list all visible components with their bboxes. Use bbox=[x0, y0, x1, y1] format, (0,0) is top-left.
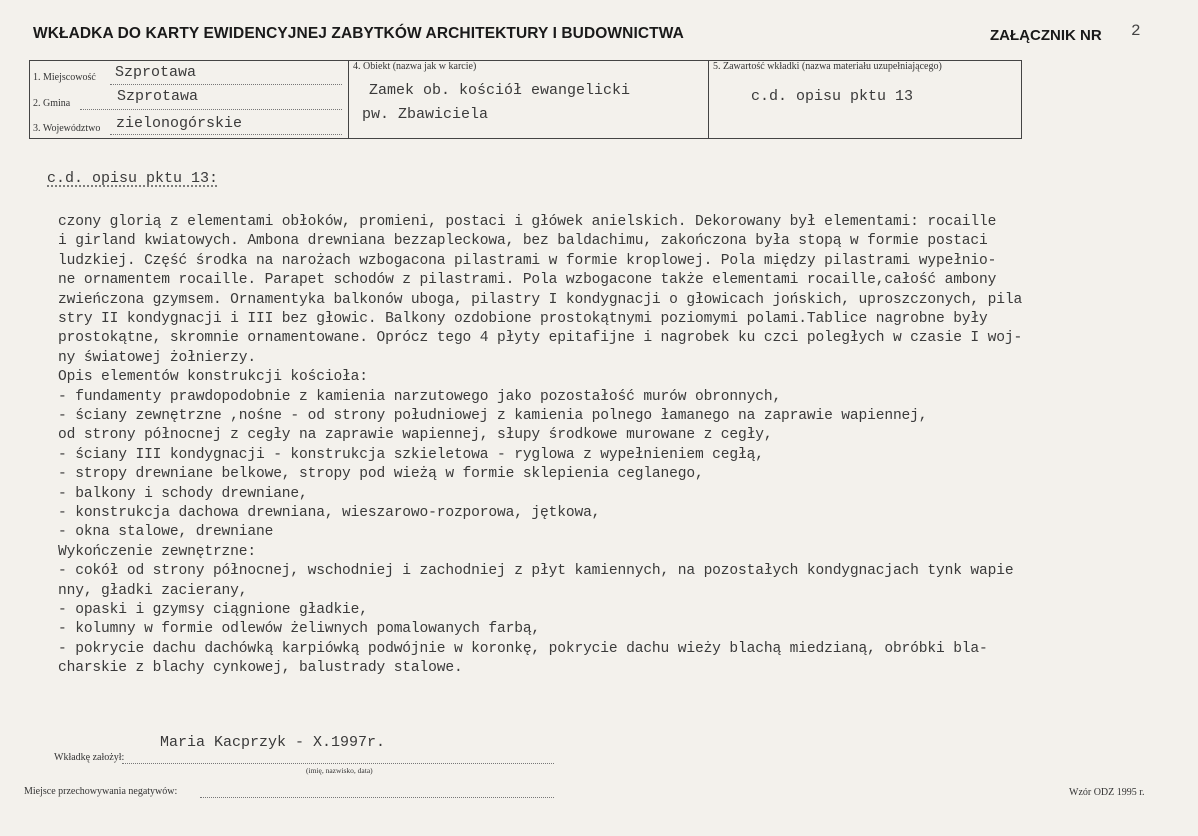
description-line: od strony północnej z cegły na zaprawie wapiennej, słupy środkowe murowane z cegły, bbox=[58, 427, 773, 444]
content-label: 5. Zawartość wkładki (nazwa materiału uzupełniającego) bbox=[713, 61, 942, 72]
form-title: WKŁADKA DO KARTY EWIDENCYJNEJ ZABYTKÓW ARCHITEKTURY I BUDOWNICTWA bbox=[33, 25, 684, 42]
description-line: - pokrycie dachu dachówką karpiówką podwójnie w koronkę, pokrycie dachu wieży blachą miedzianą, obróbki bla- bbox=[58, 640, 988, 657]
negatives-label: Miejsce przechowywania negatywów: bbox=[24, 786, 178, 797]
description-line: ludzkiej. Część środka na narożach wzbogacona pilastrami w formie kroplowej. Pola między pilastrami wypełnio- bbox=[58, 252, 997, 269]
annex-number: 2 bbox=[1131, 22, 1141, 40]
description-line: - kolumny w formie odlewów żeliwnych pomalowanych farbą, bbox=[58, 621, 541, 638]
voivodeship-dotline bbox=[110, 134, 342, 135]
description-line: nny, gładki zacierany, bbox=[58, 582, 248, 599]
description-line: stry II kondygnacji i III bez głowic. Balkony ozdobione prostokątnymi poziomymi polami.Tablice nagrobne były bbox=[58, 311, 988, 327]
form-version: Wzór ODZ 1995 r. bbox=[1069, 787, 1145, 798]
description-line: i girland kwiatowych. Ambona drewniana bezzapleckowa, bez baldachimu, zakończona była stopą w formie postaci bbox=[58, 233, 988, 250]
location-box bbox=[29, 60, 349, 139]
description-line: prostokątne, skromnie ornamentowane. Oprócz tego 4 płyty epitafijne i nagrobek ku czci poległych w czasie I woj- bbox=[58, 330, 1023, 347]
commune-dotline bbox=[80, 109, 342, 110]
description-line: charskie z blachy cynkowej, balustrady stalowe. bbox=[58, 660, 463, 677]
description-line: - opaski i gzymsy ciągnione gładkie, bbox=[58, 602, 368, 618]
description-line: - fundamenty prawdopodobnie z kamienia narzutowego jako pozostałość murów obronnych, bbox=[58, 388, 782, 405]
content-value: c.d. opisu pktu 13 bbox=[751, 88, 914, 105]
description-line: - stropy drewniane belkowe, stropy pod wieżą w formie sklepienia ceglanego, bbox=[58, 466, 704, 483]
description-line: - cokół od strony północnej, wschodniej i zachodniej z płyt kamiennych, na pozostałych kondygnacjach tynk wapie bbox=[58, 563, 1014, 580]
continuation-heading: c.d. opisu pktu 13: bbox=[47, 170, 219, 187]
content-box bbox=[708, 60, 1022, 139]
object-label: 4. Obiekt (nazwa jak w karcie) bbox=[353, 61, 477, 72]
name-hint: (imię, nazwisko, data) bbox=[306, 766, 373, 775]
founded-label: Wkładkę założył: bbox=[54, 752, 125, 763]
town-value: Szprotawa bbox=[115, 64, 197, 81]
voivodeship-value: zielonogórskie bbox=[116, 115, 243, 132]
annex-label: ZAŁĄCZNIK NR bbox=[990, 27, 1102, 44]
founded-dotline bbox=[122, 763, 554, 764]
founded-value: Maria Kacprzyk - X.1997r. bbox=[160, 734, 386, 751]
description-line: - konstrukcja dachowa drewniana, wieszarowo-rozporowa, jętkowa, bbox=[58, 505, 601, 521]
description-line: - balkony i schody drewniane, bbox=[58, 485, 308, 502]
object-line-2: pw. Zbawiciela bbox=[362, 106, 489, 123]
description-line: ny światowej żołnierzy. bbox=[58, 349, 256, 366]
description-line: - ściany zewnętrzne ,nośne - od strony południowej z kamienia polnego łamanego na zaprawie wapiennej, bbox=[58, 408, 928, 424]
object-line-1: Zamek ob. kościół ewangelicki bbox=[369, 82, 631, 99]
voivodeship-label: 3. Województwo bbox=[33, 123, 101, 134]
object-box bbox=[348, 60, 709, 139]
description-line: zwieńczona gzymsem. Ornamentyka balkonów uboga, pilastry I kondygnacji o głowicach jońskich, uproszczonych, pila bbox=[58, 291, 1023, 308]
description-line: - okna stalowe, drewniane bbox=[58, 524, 274, 541]
negatives-dotline bbox=[200, 797, 554, 798]
town-label: 1. Miejscowość bbox=[33, 72, 96, 83]
description-line: ne ornamentem rocaille. Parapet schodów z pilastrami. Pola wzbogacone także elementami rocaille,całość ambony bbox=[58, 272, 997, 289]
description-line: - ściany III kondygnacji - konstrukcja szkieletowa - ryglowa z wypełnieniem cegłą, bbox=[58, 446, 764, 463]
description-line: Wykończenie zewnętrzne: bbox=[58, 543, 256, 560]
commune-label: 2. Gmina bbox=[33, 98, 71, 109]
town-dotline bbox=[110, 84, 342, 85]
description-line: Opis elementów konstrukcji kościoła: bbox=[58, 369, 368, 386]
description-line: czony glorią z elementami obłoków, promieni, postaci i główek anielskich. Dekorowany był elementami: rocaille bbox=[58, 214, 997, 230]
commune-value: Szprotawa bbox=[117, 88, 199, 105]
